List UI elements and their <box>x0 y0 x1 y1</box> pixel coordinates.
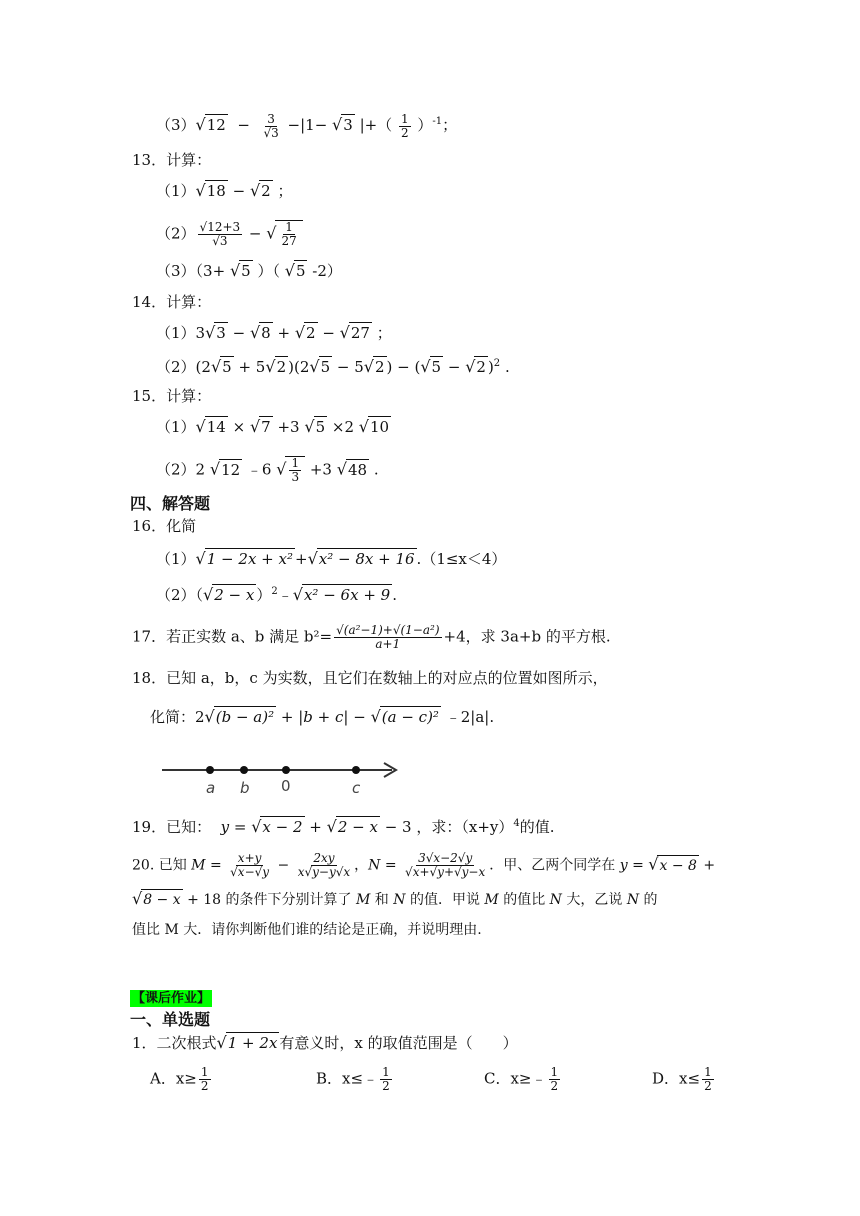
point-a <box>206 766 214 774</box>
q20-line3: 值比 M 大．请你判断他们谁的结论是正确，并说明理由. <box>132 922 482 938</box>
q15-stem: 15．计算： <box>132 387 212 405</box>
hw1-option-d[interactable]: D．x≤ $\frac{1}{2}$ <box>652 1065 712 1093</box>
item-12-3: （3）√12 − $\frac{3}{√3}$ −|1− √3 |+（ $\frac{1}{2}$ ）$^{-1}$； <box>156 111 458 140</box>
q13-part2: （2） $\frac{√12+3}{√3}$ − √ $\frac{1}{27}$ <box>156 220 303 248</box>
hw1-option-b[interactable]: B．x≤﹣ $\frac{1}{2}$ <box>316 1065 390 1093</box>
label-zero: 0 <box>281 777 291 795</box>
hw1-option-c[interactable]: C．x≥﹣ $\frac{1}{2}$ <box>484 1065 559 1093</box>
point-zero <box>282 766 290 774</box>
q14-part2: （2）(2√5 + 5√2 )(2√5 − 5√2 ) − (√5 − √2 )$^2$ . <box>156 357 510 376</box>
q15-part1: （1）√14 × √7 +3 √5 ×2 √10 <box>156 417 390 436</box>
q14-part1: （1）3√3 − √8 + √2 − √27 ； <box>156 323 392 342</box>
q20-line1: 20. 已知 M = $\frac{x+y}{√x-√y}$ − $\frac{2xy}{x√y-y√x}$ ，N = $\frac{3√x-2√y}{√x+√y+√y-x}$ ．甲、乙两个同学在 y = √x − 8 + <box>132 851 716 879</box>
section-1-title: 一、单选题 <box>130 1010 211 1029</box>
q14-stem: 14．计算： <box>132 293 212 311</box>
q13-stem: 13．计算： <box>132 151 212 169</box>
label-a: a <box>206 779 216 797</box>
q13-part3: （3）（3+ √5 ）（ √5 -2） <box>156 261 342 280</box>
homework-tag: 【课后作业】 <box>132 991 211 1006</box>
q18-stem: 18．已知 a，b，c 为实数，且它们在数轴上的对应点的位置如图所示， <box>132 669 608 687</box>
hw1-option-a[interactable]: A．x≥ $\frac{1}{2}$ <box>150 1065 209 1093</box>
q16-part2: （2）（√2 − x ）$^2$﹣√x² − 6x + 9 . <box>156 585 397 604</box>
q16-stem: 16．化简 <box>132 517 197 535</box>
q13-part1: （1）√18 − √2 ； <box>156 181 293 200</box>
point-b <box>240 766 248 774</box>
q19: 19．已知： y = √x − 2 + √2 − x − 3 ，求：$(x+y)^4$的值. <box>132 817 555 836</box>
q16-part1: （1）√1 − 2x + x² +√x² − 8x + 16 .（1≤x＜4） <box>156 549 507 568</box>
q18-expression: 化简：2√(b − a)² + |b + c| − √(a − c)² ﹣2|a|. <box>150 707 495 726</box>
q20-line2: √8 − x + 18 的条件下分别计算了 M 和 N 的值．甲说 M 的值比 N 大，乙说 N 的 <box>132 889 658 908</box>
hw1-stem: 1．二次根式√1 + 2x 有意义时，x 的取值范围是（ ） <box>132 1033 518 1052</box>
q17: 17．若正实数 a、b 满足 b²= $\frac{\text{√(a²−1)+√(1−a²)}}{a+1}$ +4，求 3a+b 的平方根. <box>132 623 611 651</box>
q15-part2: （2）2 √12 ﹣6 √ $\frac{1}{3}$ +3 √48 . <box>156 456 379 484</box>
label-c: c <box>352 779 361 797</box>
number-line <box>160 755 405 800</box>
section-4-title: 四、解答题 <box>130 494 211 513</box>
label-b: b <box>240 779 250 797</box>
point-c <box>352 766 360 774</box>
